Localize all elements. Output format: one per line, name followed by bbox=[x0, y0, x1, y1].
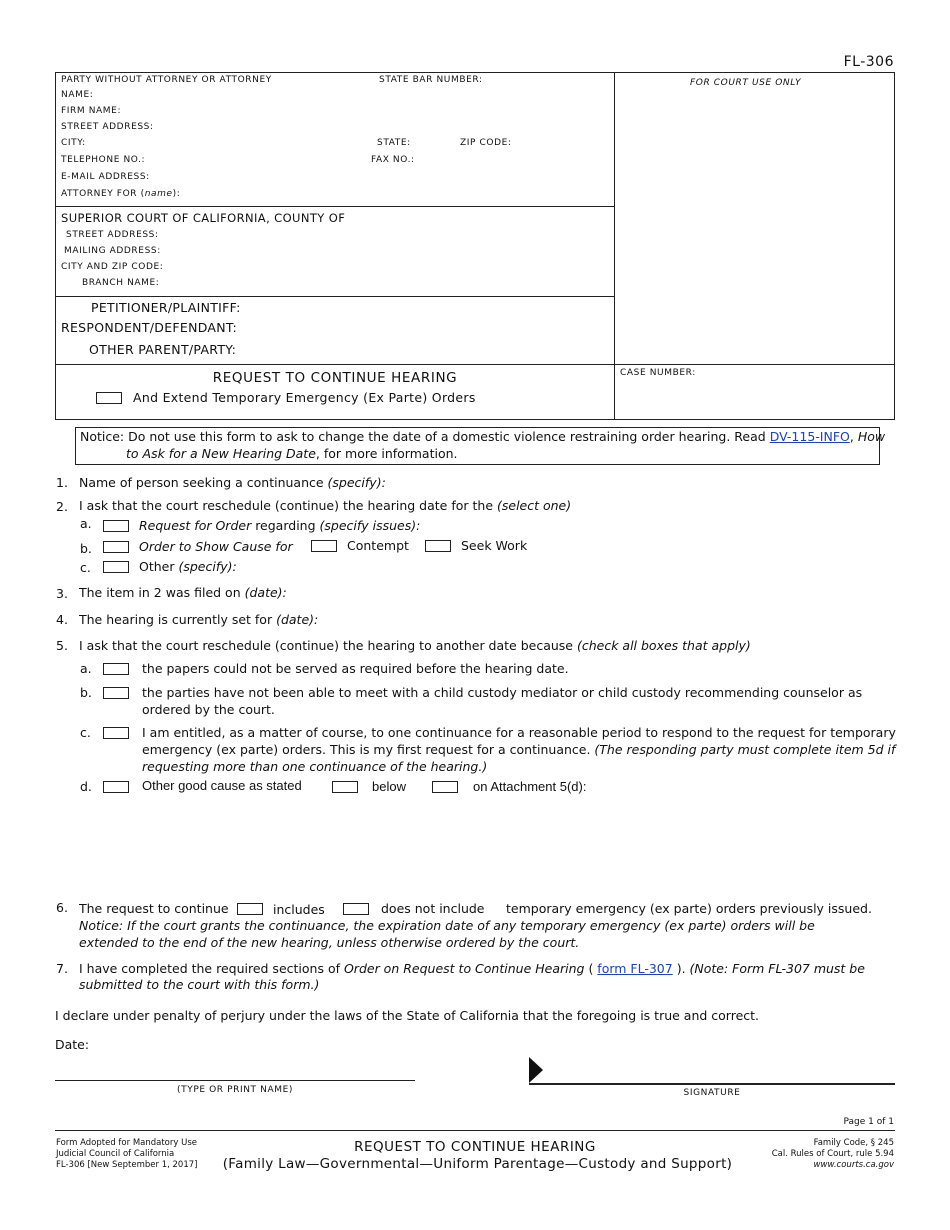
contempt-label: Contempt bbox=[347, 538, 409, 553]
signature-arrow-icon bbox=[529, 1057, 543, 1083]
signature-line[interactable] bbox=[529, 1083, 895, 1085]
item-5c-letter: c. bbox=[80, 725, 91, 740]
item-1-number: 1. bbox=[56, 475, 68, 490]
page-number: Page 1 of 1 bbox=[843, 1117, 894, 1127]
item-5-text: I ask that the court reschedule (continue) the hearing to another date because (check all boxes that apply) bbox=[79, 638, 751, 653]
state-label: STATE: bbox=[377, 138, 411, 148]
footer-right-2: Cal. Rules of Court, rule 5.94 bbox=[771, 1149, 894, 1159]
item-5c-line-3: requesting more than one continuance of the hearing.) bbox=[142, 759, 488, 774]
item-5d-text: Other good cause as stated bbox=[142, 778, 302, 793]
petitioner-label: PETITIONER/PLAINTIFF: bbox=[91, 300, 241, 315]
item-1-text: Name of person seeking a continuance (specify): bbox=[79, 475, 386, 490]
request-for-order-checkbox[interactable] bbox=[103, 520, 129, 532]
attorney-for-label: ATTORNEY FOR (name): bbox=[61, 189, 181, 199]
footer-title: REQUEST TO CONTINUE HEARING bbox=[354, 1139, 596, 1155]
includes-checkbox[interactable] bbox=[237, 903, 263, 915]
attachment-label: on Attachment 5(d): bbox=[473, 779, 587, 794]
court-title: SUPERIOR COURT OF CALIFORNIA, COUNTY OF bbox=[61, 211, 346, 225]
fl-307-link[interactable]: form FL-307 bbox=[597, 961, 673, 976]
item-5b-line-1: the parties have not been able to meet with a child custody mediator or child custody recommending counselor as bbox=[142, 685, 863, 700]
item-7-number: 7. bbox=[56, 961, 68, 976]
mediator-checkbox[interactable] bbox=[103, 687, 129, 699]
includes-label: includes bbox=[273, 902, 325, 917]
footer-rule bbox=[55, 1130, 895, 1131]
item-2-number: 2. bbox=[56, 499, 68, 514]
notice-line-1: Notice: Do not use this form to ask to change the date of a domestic violence restraining order hearing. Read DV-115-INFO, How bbox=[80, 429, 886, 444]
form-id: FL-306 bbox=[843, 54, 894, 70]
respondent-label: RESPONDENT/DEFENDANT: bbox=[61, 320, 238, 335]
footer-right-1: Family Code, § 245 bbox=[813, 1138, 894, 1148]
below-label: below bbox=[372, 779, 406, 794]
papers-not-served-checkbox[interactable] bbox=[103, 663, 129, 675]
below-checkbox[interactable] bbox=[332, 781, 358, 793]
fax-label: FAX NO.: bbox=[371, 155, 415, 165]
name-label: NAME: bbox=[61, 90, 94, 100]
footer-subtitle: (Family Law—Governmental—Uniform Parentage—Custody and Support) bbox=[222, 1156, 733, 1172]
item-6-notice-2: extended to the end of the new hearing, unless otherwise ordered by the court. bbox=[79, 935, 580, 950]
phone-label: TELEPHONE NO.: bbox=[61, 155, 146, 165]
street-label: STREET ADDRESS: bbox=[61, 122, 154, 132]
does-not-include-checkbox[interactable] bbox=[343, 903, 369, 915]
dv-115-info-link[interactable]: DV-115-INFO bbox=[769, 429, 850, 444]
city-zip-label: CITY AND ZIP CODE: bbox=[61, 262, 164, 272]
item-3-text: The item in 2 was filed on (date): bbox=[79, 585, 287, 600]
item-2c-text: Other (specify): bbox=[139, 559, 237, 574]
item-4-number: 4. bbox=[56, 612, 68, 627]
party-label: PARTY WITHOUT ATTORNEY OR ATTORNEY bbox=[61, 75, 272, 85]
item-5d-letter: d. bbox=[80, 779, 92, 794]
notice-line-2: to Ask for a New Hearing Date, for more information. bbox=[126, 446, 458, 461]
item-2a-text: Request for Order regarding (specify issues): bbox=[139, 518, 421, 533]
form-title: REQUEST TO CONTINUE HEARING bbox=[212, 370, 458, 386]
item-5b-line-2: ordered by the court. bbox=[142, 702, 275, 717]
order-to-show-cause-checkbox[interactable] bbox=[103, 541, 129, 553]
item-6-rest: temporary emergency (ex parte) orders previously issued. bbox=[506, 901, 872, 916]
zip-label: ZIP CODE: bbox=[460, 138, 512, 148]
item-5c-line-1: I am entitled, as a matter of course, to one continuance for a reasonable period to respond to the request for temporary bbox=[142, 725, 896, 740]
item-5a-letter: a. bbox=[80, 661, 92, 676]
seek-work-label: Seek Work bbox=[461, 538, 528, 553]
contempt-checkbox[interactable] bbox=[311, 540, 337, 552]
item-4-text: The hearing is currently set for (date): bbox=[79, 612, 319, 627]
item-7-line-1: I have completed the required sections of Order on Request to Continue Hearing ( form FL-307 ). (Note: Form FL-307 must be bbox=[79, 961, 865, 976]
seek-work-checkbox[interactable] bbox=[425, 540, 451, 552]
item-2-text: I ask that the court reschedule (continue) the hearing date for the (select one) bbox=[79, 498, 572, 513]
item-5-number: 5. bbox=[56, 638, 68, 653]
footer-left-2: Judicial Council of California bbox=[56, 1149, 175, 1159]
footer-right-3: www.courts.ca.gov bbox=[813, 1160, 894, 1170]
footer-left-1: Form Adopted for Mandatory Use bbox=[56, 1138, 197, 1148]
item-2c-letter: c. bbox=[80, 560, 91, 575]
signature-label: SIGNATURE bbox=[683, 1088, 741, 1098]
mailing-label: MAILING ADDRESS: bbox=[64, 246, 161, 256]
good-cause-checkbox[interactable] bbox=[103, 781, 129, 793]
first-continuance-checkbox[interactable] bbox=[103, 727, 129, 739]
item-2a-letter: a. bbox=[80, 516, 92, 531]
item-6-number: 6. bbox=[56, 900, 68, 915]
header-box bbox=[55, 72, 895, 420]
item-2b-letter: b. bbox=[80, 541, 92, 556]
extend-orders-checkbox[interactable] bbox=[96, 392, 122, 404]
case-number-label: CASE NUMBER: bbox=[620, 368, 696, 378]
item-2b-text: Order to Show Cause for bbox=[139, 539, 293, 554]
branch-label: BRANCH NAME: bbox=[82, 278, 160, 288]
city-label: CITY: bbox=[61, 138, 86, 148]
does-not-include-label: does not include bbox=[381, 901, 485, 916]
other-parent-label: OTHER PARENT/PARTY: bbox=[89, 342, 237, 357]
item-6-notice-1: Notice: If the court grants the continuance, the expiration date of any temporary emergency (ex parte) orders will be bbox=[79, 918, 815, 933]
court-street-label: STREET ADDRESS: bbox=[66, 230, 159, 240]
item-6-text: The request to continue bbox=[79, 901, 229, 916]
court-use-label: FOR COURT USE ONLY bbox=[690, 78, 802, 88]
date-label: Date: bbox=[55, 1037, 90, 1052]
form-subtitle: And Extend Temporary Emergency (Ex Parte) Orders bbox=[133, 390, 476, 405]
type-name-label: (TYPE OR PRINT NAME) bbox=[177, 1085, 293, 1095]
item-5a-text: the papers could not be served as required before the hearing date. bbox=[142, 661, 569, 676]
footer-left-3: FL-306 [New September 1, 2017] bbox=[56, 1160, 198, 1170]
state-bar-label: STATE BAR NUMBER: bbox=[379, 75, 483, 85]
item-5c-line-2: emergency (ex parte) orders. This is my first request for a continuance. (The responding party must complete item 5d if bbox=[142, 742, 896, 757]
other-checkbox[interactable] bbox=[103, 561, 129, 573]
item-7-line-2: submitted to the court with this form.) bbox=[79, 977, 320, 992]
firm-label: FIRM NAME: bbox=[61, 106, 122, 116]
email-label: E-MAIL ADDRESS: bbox=[61, 172, 150, 182]
declaration-text: I declare under penalty of perjury under the laws of the State of California that the foregoing is true and correct. bbox=[55, 1008, 760, 1023]
item-5b-letter: b. bbox=[80, 685, 92, 700]
attachment-checkbox[interactable] bbox=[432, 781, 458, 793]
type-name-line[interactable] bbox=[55, 1080, 415, 1081]
item-3-number: 3. bbox=[56, 586, 68, 601]
